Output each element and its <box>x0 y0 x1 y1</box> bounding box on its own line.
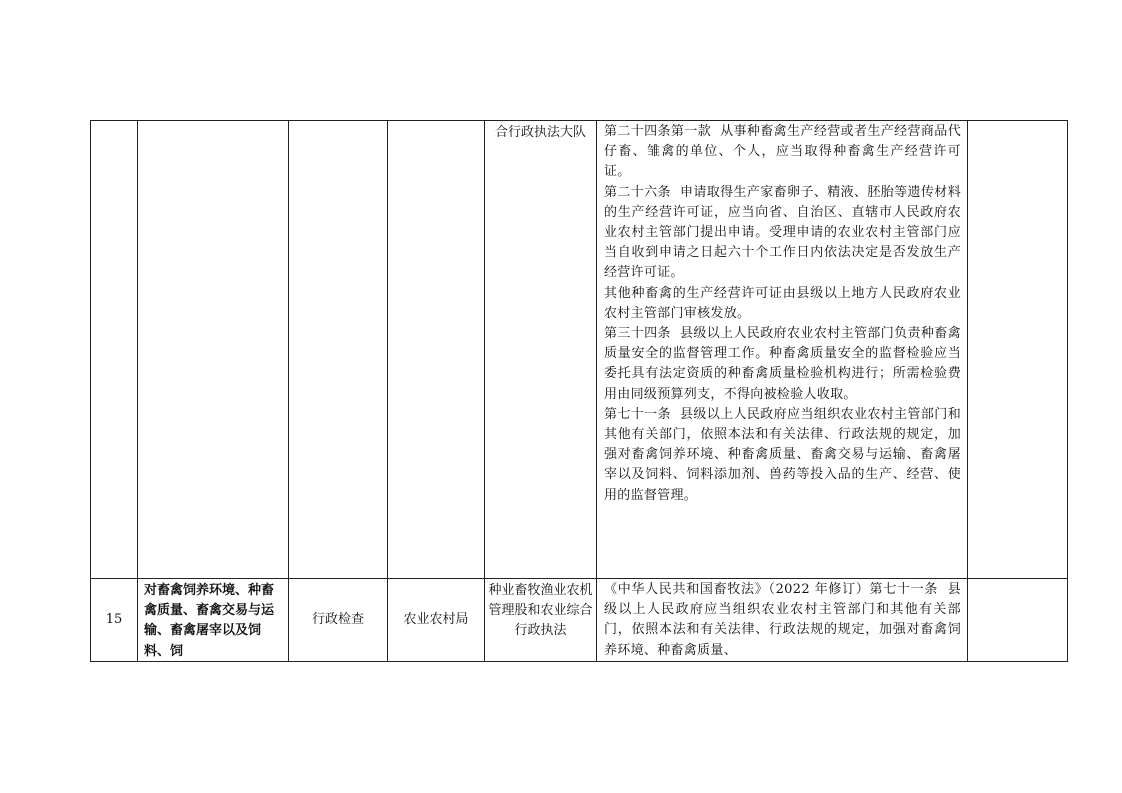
cell-item <box>138 121 289 579</box>
basis-paragraph: 其他种畜禽的生产经营许可证由县级以上地方人民政府农业农村主管部门审核发放。 <box>604 285 961 321</box>
table-row <box>91 121 1068 579</box>
basis-paragraph: 第二十四条第一款 从事种畜禽生产经营或者生产经营商品代仔畜、雏禽的单位、个人，应当取得种畜禽生产经营许可证。 <box>604 124 961 180</box>
unit-text: 种业畜牧渔业农机管理股和农业综合行政执法 <box>488 583 593 639</box>
cell-basis <box>597 579 968 662</box>
basis-paragraph: 第二十六条 申请取得生产家畜卵子、精液、胚胎等遗传材料的生产经营许可证，应当向省、自治区、直辖市人民政府农业农村主管部门提出申请。受理申请的农业农村主管部门应当自收到申请之日起六十个工作日内依法决定是否发放生产经营许可证。 <box>604 184 961 281</box>
cell-unit: 合行政执法大队 <box>485 121 597 579</box>
basis-paragraph: 第七十一条 县级以上人民政府应当组织农业农村主管部门和其他有关部门，依照本法和有关法律、行政法规的规定，加强对畜禽饲养环境、种畜禽质量、畜禽交易与运输、畜禽屠宰以及饲料、饲料添加剂、兽药等投入品的生产、经营、使用的监督管理。 <box>604 406 961 503</box>
cell-type <box>289 121 388 579</box>
basis-paragraph: 《中华人民共和国畜牧法》（2022 年修订）第七十一条 县级以上人民政府应当组织农业农村主管部门和其他有关部门，依照本法和有关法律、行政法规的规定，加强对畜禽饲养环境、种畜禽质量、 <box>604 582 961 658</box>
cell-basis <box>597 121 968 579</box>
item-text: 对畜禽饲养环境、种畜禽质量、畜禽交易与运输、畜禽屠宰以及饲料、饲 <box>144 583 275 659</box>
table-row <box>91 579 1068 662</box>
cell-number: 15 <box>91 579 138 662</box>
basis-paragraph: 第三十四条 县级以上人民政府农业农村主管部门负责种畜禽质量安全的监督管理工作。种畜禽质量安全的监督检验应当委托具有法定资质的种畜禽质量检验机构进行；所需检验费用由同级预算列支，不得向被检验人收取。 <box>604 326 961 402</box>
cell-unit <box>485 579 597 662</box>
cell-remark <box>968 579 1068 662</box>
cell-department <box>388 121 485 579</box>
cell-number <box>91 121 138 579</box>
cell-item <box>138 579 289 662</box>
cell-type: 行政检查 <box>289 579 388 662</box>
document-table <box>90 120 1068 662</box>
cell-department: 农业农村局 <box>388 579 485 662</box>
cell-remark <box>968 121 1068 579</box>
